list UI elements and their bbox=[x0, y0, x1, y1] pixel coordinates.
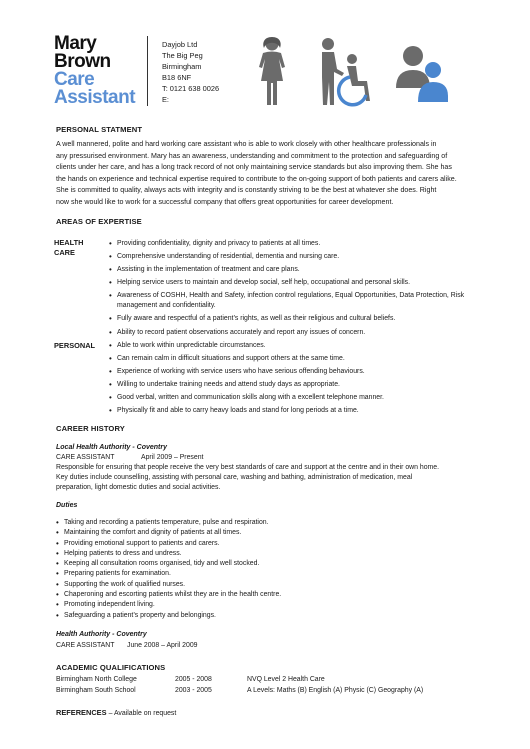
header-divider bbox=[147, 36, 148, 106]
qualifications-heading: ACADEMIC QUALIFICATIONS bbox=[56, 663, 166, 672]
expertise-heading: AREAS OF EXPERTISE bbox=[56, 217, 142, 226]
job1-role: CARE ASSISTANT bbox=[56, 454, 115, 461]
job2-role: CARE ASSISTANT bbox=[56, 642, 115, 649]
contact-phone: T: 0121 638 0026 bbox=[162, 84, 220, 93]
name-block bbox=[54, 34, 135, 106]
job1-dates: April 2009 – Present bbox=[141, 454, 204, 461]
job2-employer: Health Authority - Coventry bbox=[56, 631, 147, 638]
description-line: Responsible for ensuring that people receive the very best standards of care and support at the centre and in their own home. bbox=[56, 464, 440, 471]
personal-list bbox=[109, 341, 504, 420]
description-line: preparation, light domestic duties and social activities. bbox=[56, 484, 221, 491]
job-title-line2: Assistant bbox=[54, 87, 136, 108]
health-label-line2: CARE bbox=[54, 248, 75, 257]
duties-label: Duties bbox=[56, 502, 78, 509]
list-item: • Willing to undertake training needs and attend study days as appropriate. bbox=[109, 380, 504, 390]
list-item: • Providing emotional support to patients and carers. bbox=[56, 539, 486, 549]
first-name: Mary bbox=[54, 33, 97, 54]
statement-line: A well mannered, polite and hard working care assistant who is able to work closely with other healthcare professionals in bbox=[56, 140, 437, 148]
statement-line: any pressurised environment. Mary has an awareness, understanding and commitment to the protection and safeguarding of bbox=[56, 151, 448, 160]
contact-email: E: bbox=[162, 95, 169, 104]
health-label-line1: HEALTH bbox=[54, 238, 84, 247]
contact-postcode: B18 6NF bbox=[162, 73, 192, 82]
list-item: • Good verbal, written and communication skills along with a excellent telephone manner. bbox=[109, 393, 504, 403]
caregiver-wheelchair-icon bbox=[314, 37, 374, 107]
statement-line: the hands on experience and technical expertise required to contribute to the on-going support of both patients and carers alike. bbox=[56, 174, 457, 183]
woman-icon bbox=[252, 37, 292, 107]
qualification-school: Birmingham North College bbox=[56, 676, 137, 683]
list-item: • Taking and recording a patients temperature, pulse and respiration. bbox=[56, 518, 486, 528]
list-item: • Chaperoning and escorting patients whilst they are in the health centre. bbox=[56, 590, 486, 600]
references-heading: REFERENCES bbox=[56, 708, 107, 717]
people-icon bbox=[393, 44, 453, 104]
health-care-list bbox=[109, 239, 504, 341]
contact-block bbox=[162, 39, 219, 105]
list-item: • Maintaining the comfort and dignity of patients at all times. bbox=[56, 528, 486, 538]
qualification-years: 2005 - 2008 bbox=[175, 676, 212, 683]
contact-company: Dayjob Ltd bbox=[162, 40, 198, 49]
qualification-award: NVQ Level 2 Health Care bbox=[247, 676, 325, 683]
list-item: • Helping patients to dress and undress. bbox=[56, 549, 486, 559]
description-line: Key duties include counselling, assisting with personal care, washing and bathing, administration of medication, meal bbox=[56, 474, 413, 481]
list-item: • Can remain calm in difficult situations and support others at the same time. bbox=[109, 354, 504, 364]
statement-line: She is committed to quality, always acts with integrity and is constantly striving to be the best at whatever she does. Right bbox=[56, 186, 437, 195]
statement-line: now she would like to work for a successful company that offers great opportunities for career development. bbox=[56, 197, 394, 206]
list-item: • Physically fit and able to carry heavy loads and stand for long periods at a time. bbox=[109, 406, 504, 416]
personal-label: PERSONAL bbox=[54, 341, 96, 350]
list-item: • Keeping all consultation rooms organised, tidy and well stocked. bbox=[56, 559, 486, 569]
references-line bbox=[56, 708, 176, 717]
contact-street: The Big Peg bbox=[162, 51, 203, 60]
list-item: • Preparing patients for examination. bbox=[56, 569, 486, 579]
list-item: • Safeguarding a patient’s property and belongings. bbox=[56, 611, 486, 621]
list-item: • Assisting in the implementation of treatment and care plans. bbox=[109, 265, 504, 275]
qualification-award: A Levels: Maths (B) English (A) Physic (C) Geography (A) bbox=[247, 687, 424, 694]
list-item: • Comprehensive understanding of residential, dementia and nursing care. bbox=[109, 252, 504, 262]
qualification-school: Birmingham South School bbox=[56, 687, 136, 694]
list-item: • Fully aware and respectful of a patient’s rights, as well as their religious and cultural beliefs. bbox=[109, 314, 504, 324]
list-item: • Providing confidentiality, dignity and privacy to patients at all times. bbox=[109, 239, 504, 249]
job1-description bbox=[56, 463, 501, 493]
job1-employer: Local Health Authority - Coventry bbox=[56, 444, 167, 451]
list-item: • Helping service users to maintain and develop social, self help, occupational and personal skills. bbox=[109, 278, 504, 288]
qualification-years: 2003 - 2005 bbox=[175, 687, 212, 694]
list-item: • Able to work within unpredictable circumstances. bbox=[109, 341, 504, 351]
statement-line: clients under her care, and has a long track record of not only maintaining service standards but also improving them. She has bbox=[56, 163, 452, 172]
list-item: • Awareness of COSHH, Health and Safety, infection control regulations, Equal Opportunities, Data Protection, Risk management and confidentiality. bbox=[109, 291, 504, 311]
personal-statement-heading: PERSONAL STATMENT bbox=[56, 125, 143, 134]
health-care-label bbox=[54, 238, 83, 258]
job-title-line1: Care bbox=[54, 69, 95, 90]
list-item: • Supporting the work of qualified nurses. bbox=[56, 580, 486, 590]
last-name: Brown bbox=[54, 51, 111, 72]
contact-city: Birmingham bbox=[162, 62, 202, 71]
list-item: • Experience of working with service users who have serious offending behaviours. bbox=[109, 367, 504, 377]
duties-list bbox=[56, 518, 486, 621]
personal-statement-text bbox=[56, 139, 496, 209]
job2-dates: June 2008 – April 2009 bbox=[127, 642, 198, 649]
list-item: • Promoting independent living. bbox=[56, 600, 486, 610]
career-heading: CAREER HISTORY bbox=[56, 424, 125, 433]
list-item: • Ability to record patient observations accurately and report any issues of concern. bbox=[109, 328, 504, 338]
references-text: – Available on request bbox=[108, 710, 177, 717]
